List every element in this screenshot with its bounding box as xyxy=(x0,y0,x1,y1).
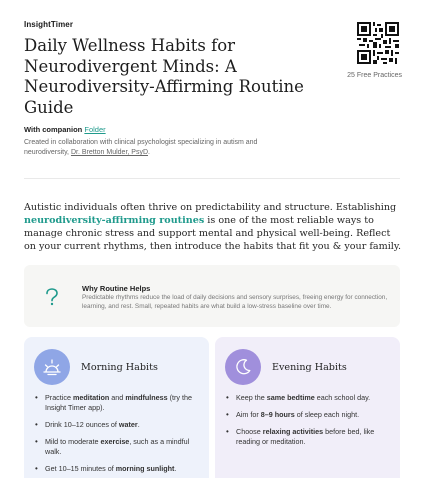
sunrise-icon xyxy=(42,357,62,377)
evening-title: Evening Habits xyxy=(272,362,347,373)
list-item: • Aim for 8–9 hours of sleep each night. xyxy=(225,410,390,420)
list-item: • Mild to moderate exercise, such as a mindful walk. xyxy=(34,437,199,457)
list-item: • Practice meditation and mindfulness (try the Insight Timer app). xyxy=(34,393,199,413)
list-item: • Choose relaxing activities before bed, like reading or meditation. xyxy=(225,427,390,447)
evening-habits-card xyxy=(215,337,400,478)
free-practices-count: 25 Free Practices xyxy=(347,72,402,79)
collaboration-note xyxy=(24,138,294,158)
moon-icon xyxy=(233,357,253,377)
why-title: Why Routine Helps xyxy=(82,284,151,293)
morning-habits-card xyxy=(24,337,209,478)
morning-title: Morning Habits xyxy=(81,362,158,373)
morning-list xyxy=(34,393,199,478)
companion-folder-link[interactable]: Folder xyxy=(84,125,106,134)
header xyxy=(24,20,404,29)
morning-badge xyxy=(34,349,70,385)
intro-paragraph xyxy=(24,201,402,253)
intro-highlight: neurodiversity-affirming routines xyxy=(24,215,205,226)
collaboration-text: Created in collaboration with clinical psychologist specializing in autism and neurodiversity, xyxy=(24,139,258,156)
list-item: • Get 10–15 minutes of morning sunlight. xyxy=(34,464,199,474)
qr-code-icon[interactable] xyxy=(357,22,399,64)
companion-label: With companion xyxy=(24,125,83,134)
list-item: • Keep the same bedtime each school day. xyxy=(225,393,390,403)
evening-badge xyxy=(225,349,261,385)
intro-text-2: is one of the most reliable ways to manage chronic stress and support mental and physical well-being. Reflect on your current rhythms, then introduce the habits that fit you & your family. xyxy=(24,215,402,252)
page-title: Daily Wellness Habits for Neurodivergent Minds: A Neurodiversity-Affirming Routine Guide xyxy=(24,36,304,117)
divider xyxy=(24,178,400,179)
list-item: • Drink 10–12 ounces of water. xyxy=(34,420,199,430)
companion-line xyxy=(24,125,106,134)
question-icon xyxy=(44,287,60,307)
why-routine-helps-callout xyxy=(24,265,400,327)
collaboration-end: . xyxy=(148,149,150,156)
why-body: Predictable rhythms reduce the load of daily decisions and sensory surprises, freeing energy for connection, learning, and rest. Small, repeated habits are what build a low-stress baseline over time. xyxy=(82,294,388,310)
evening-list xyxy=(225,393,390,454)
insight-timer-logo[interactable]: InsightTimer xyxy=(24,20,74,29)
psychologist-link[interactable]: Dr. Bretton Mulder, PsyD xyxy=(70,149,148,156)
intro-text-1: Autistic individuals often thrive on predictability and structure. Establishing xyxy=(24,202,397,213)
